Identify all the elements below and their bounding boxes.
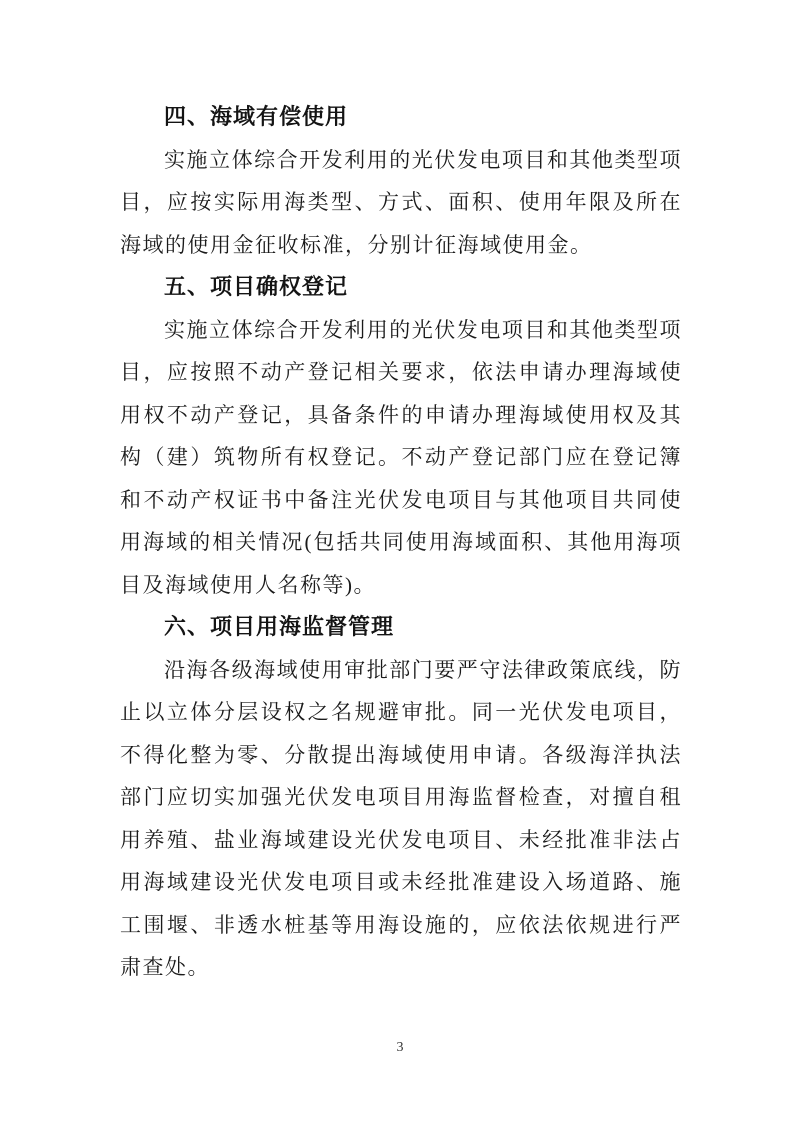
section-paragraph: 实施立体综合开发利用的光伏发电项目和其他类型项目，应按照不动产登记相关要求，依法申请办理海域使用权不动产登记，具备条件的申请办理海域使用权及其构（建）筑物所有权登记。不动产登记部门应在登记簿和不动产权证书中备注光伏发电项目与其他项目共同使用海域的相关情况(包括共同使用海域面积、其他用海项目及海域使用人名称等)。 (120, 317, 682, 597)
document-body (120, 96, 682, 989)
section-sea-area-paid-use (120, 96, 682, 266)
section-sea-use-supervision (120, 606, 682, 989)
section-paragraph: 沿海各级海域使用审批部门要严守法律政策底线，防止以立体分层设权之名规避审批。同一光伏发电项目，不得化整为零、分散提出海域使用申请。各级海洋执法部门应切实加强光伏发电项目用海监督检查，对擅自租用养殖、盐业海域建设光伏发电项目、未经批准非法占用海域建设光伏发电项目或未经批准建设入场道路、施工围堰、非透水桩基等用海设施的，应依法依规进行严肃查处。 (120, 657, 682, 979)
section-paragraph: 实施立体综合开发利用的光伏发电项目和其他类型项目，应按实际用海类型、方式、面积、使用年限及所在海域的使用金征收标准，分别计征海域使用金。 (120, 147, 682, 257)
section-heading-6: 六、项目用海监督管理 (164, 614, 395, 639)
section-heading-5: 五、项目确权登记 (164, 274, 349, 299)
page-number: 3 (396, 1040, 404, 1055)
section-heading-4: 四、海域有偿使用 (164, 104, 349, 129)
section-project-right-registration (120, 266, 682, 606)
